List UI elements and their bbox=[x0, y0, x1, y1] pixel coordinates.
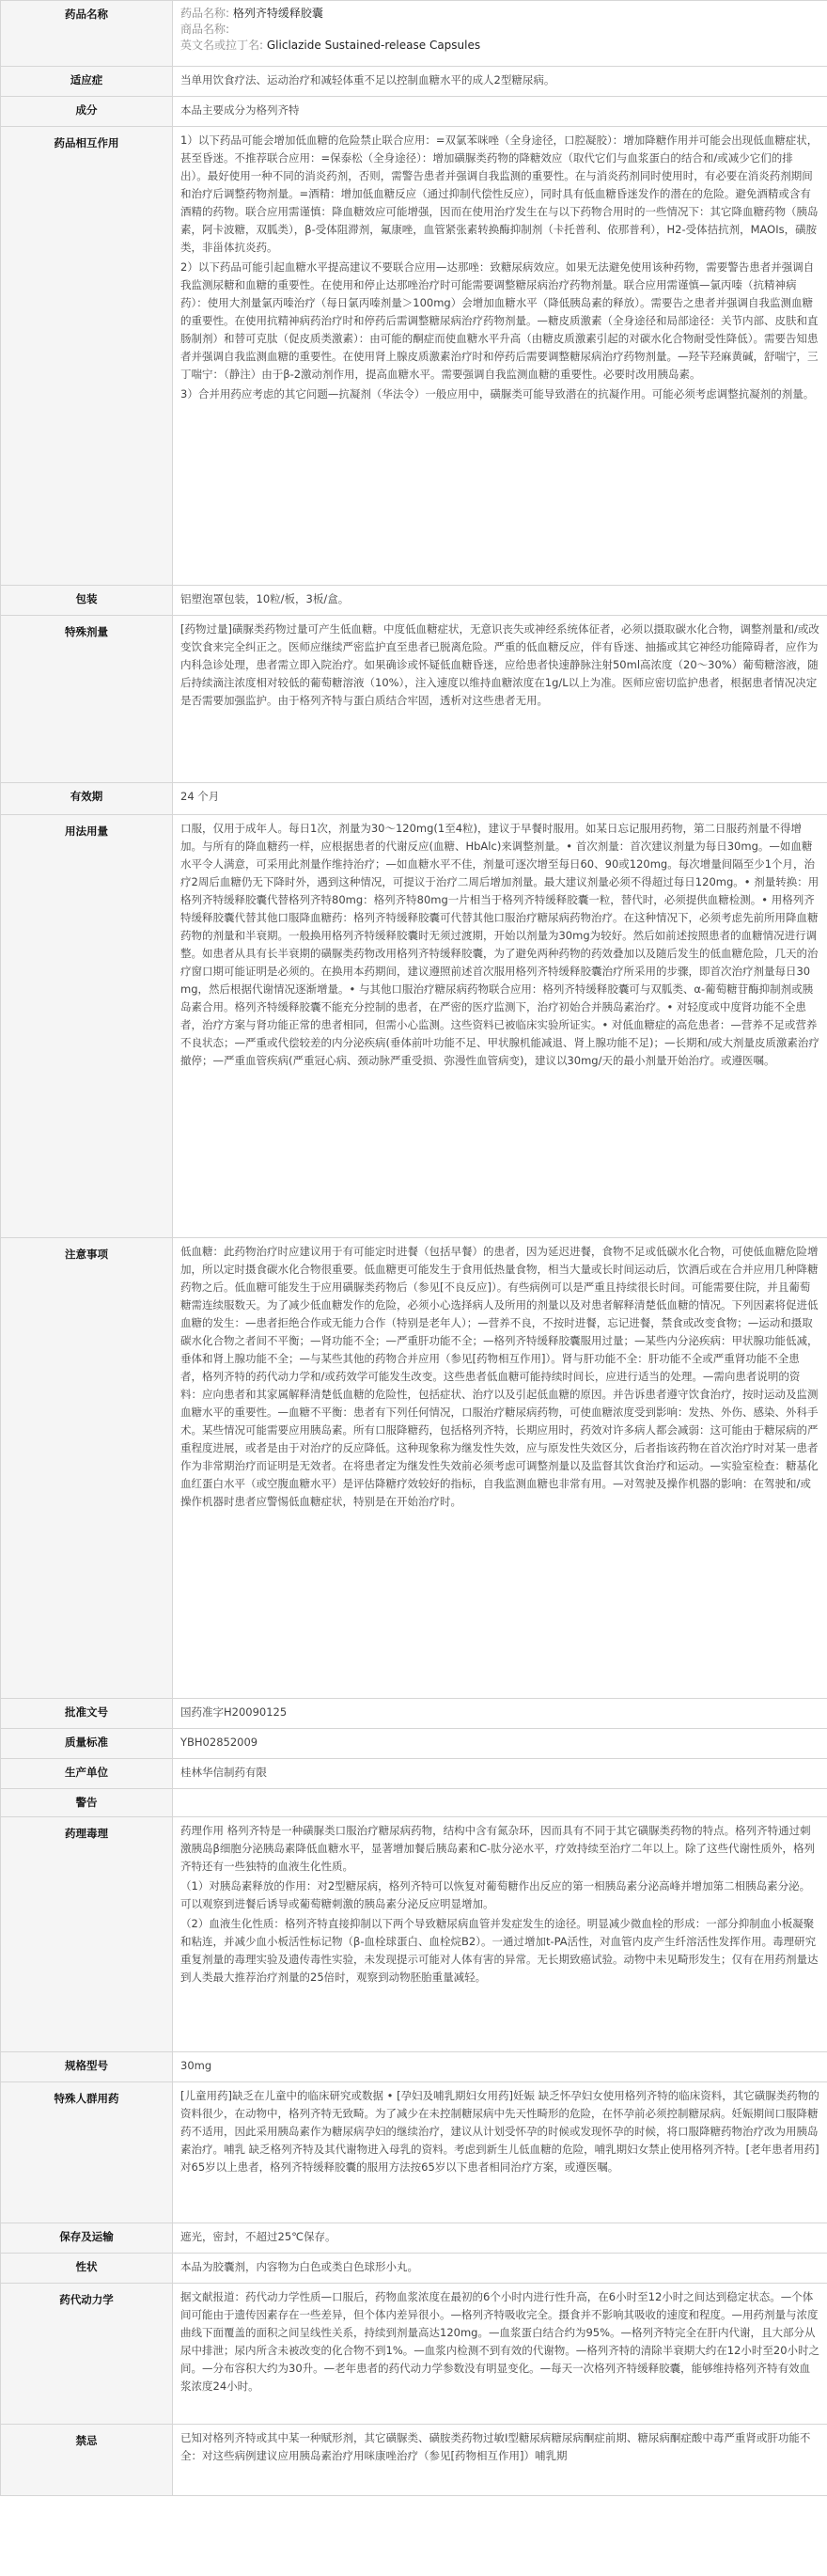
row-manufacturer bbox=[1, 1759, 827, 1789]
row-label: 有效期 bbox=[1, 783, 173, 815]
row-label: 药品相互作用 bbox=[1, 127, 173, 586]
row-label: 注意事项 bbox=[1, 1238, 173, 1699]
row-label: 特殊剂量 bbox=[1, 616, 173, 783]
row-label: 成分 bbox=[1, 97, 173, 127]
row-label: 特殊人群用药 bbox=[1, 2082, 173, 2223]
pharmacology-para-3: （2）血液生化性质：格列齐特直接抑制以下两个导致糖尿病血管并发症发生的途径。明显减少微血栓的形成：一部分抑制血小板凝聚和粘连，并减少血小板活性标记物（β-血栓球蛋白、血栓烷B2）。一通过增加t-PA活性，对血管内皮产生纤溶活性发挥作用。毒理研究重复剂量的毒理实验及遗传毒性实验，未发现提示可能对人体有害的异常。无长期致癌试验。动物中未见畸形发生；仅有在用药剂量达到人类最大推荐治疗剂量的25倍时，观察到动物胚胎重量减轻。 bbox=[180, 1917, 819, 1984]
row-label: 警告 bbox=[1, 1789, 173, 1817]
row-spec bbox=[1, 2052, 827, 2082]
row-label: 保存及运输 bbox=[1, 2223, 173, 2254]
spec-value: 30mg bbox=[173, 2052, 827, 2082]
row-label: 生产单位 bbox=[1, 1759, 173, 1789]
row-label: 包装 bbox=[1, 586, 173, 616]
standard-value: YBH02852009 bbox=[173, 1729, 827, 1759]
interactions-para-1: 1）以下药品可能会增加低血糖的危险禁止联合应用：=双氯苯咪唑（全身途径，口腔凝胶）：增加降糖作用并可能会出现低血糖症状，甚至昏迷。不推荐联合应用：=保泰松（全身途径）：增加磺脲类药物的降糖效应（取代它们与血浆蛋白的结合和/或减少它们的排出）。最好使用一种不同的消炎药剂，否则，需警告患者并强调自我监测的重要性。在与消炎药剂同时使用时，有必要在消炎药剂期间和治疗后调整药物剂量。=酒精：增加低血糖反应（通过抑制代偿性反应），同时具有低血糖昏迷发作的潜在的危险。避免酒精或含有酒精的药物。联合应用需谨慎：降血糖效应可能增强，因而在使用治疗发生在与以下药物合用时的一些情况下：其它降血糖药物（胰岛素，阿卡波糖，双胍类），β-受体阻滞剂，氟康唑，血管紧张素转换酶抑制剂（卡托普利、依那普利），H2-受体拮抗剂，MAOIs，磺胺类，非甾体抗炎药。 bbox=[180, 134, 819, 254]
row-label: 药理毒理 bbox=[1, 1817, 173, 2052]
row-special bbox=[1, 2082, 827, 2223]
row-validity bbox=[1, 783, 827, 815]
trade-name-line: 商品名称: bbox=[180, 23, 230, 36]
drug-names-cell bbox=[173, 1, 827, 67]
row-label: 药代动力学 bbox=[1, 2284, 173, 2425]
row-interactions bbox=[1, 127, 827, 586]
validity-value: 24 个月 bbox=[173, 783, 827, 815]
row-package bbox=[1, 586, 827, 616]
row-label: 药品名称 bbox=[1, 1, 173, 67]
cautions-value: 低血糖：此药物治疗时应建议用于有可能定时进餐（包括早餐）的患者，因为延迟进餐，食物不足或低碳水化合物，可使低血糖危险增加，所以定时摄食碳水化合物很重要。低血糖更可能发生于食用低热量食物，相当大量或长时间运动后，饮酒后或在合并应用几种降糖药物之后。低血糖可能发生于应用磺脲类药物后（参见[不良反应]）。有些病例可以是严重且持续很长时间。可能需要住院，并且葡萄糖需连续服数天。为了减少低血糖发作的危险，必须小心选择病人及所用的剂量以及对患者解释清楚低血糖的情况。下列因素将促进低血糖的发生：—患者拒绝合作或无能力合作（特别是老年人）；—营养不良，不按时进餐，忘记进餐，禁食或改变食物；—运动和摄取碳水化合物之者间不平衡；—肾功能不全；—严重肝功能不全；—格列齐特缓释胶囊服用过量；—某些内分泌疾病：甲状腺功能低减，垂体和肾上腺功能不全；—与某些其他的药物合并应用（参见[药物相互作用]）。肾与肝功能不全：肝功能不全或严重肾功能不全患者，格列齐特的药代动力学和/或药效学可能发生改变。这些患者低血糖可能持续时间长，应进行适当的处理。—需向患者说明的资料：应向患者和其家属解释清楚低血糖的危险性，包括症状、治疗以及引起低血糖的原因。并告诉患者遵守饮食治疗，按时运动及监测血糖水平的重要性。—血糖不平衡：患者有下列任何情况，口服治疗糖尿病药物，可使血糖浓度受到影响：发热、外伤、感染、外科手术。某些情况可能需要应用胰岛素。所有口服降糖药，包括格列齐特，长期应用时，药效对许多病人都会减弱：这可能由于糖尿病的严重程度进展，或者是由于对治疗的反应降低。这种现象称为继发性失效，应与原发性失效区分，后者指该药物在首次治疗时对某一患者作为非常期治疗而证明是无效者。在将患者定为继发性失效前必须考虑可调整剂量以及监督其饮食治疗和运动。—实验室检查：糖基化血红蛋白水平（或空腹血糖水平）是评估降糖疗效较好的指标，自我监测血糖也非常有用。—对驾驶及操作机器的影响：在驾驶和/或操作机器时患者应警惕低血糖症状，特别是在开始治疗时。 bbox=[173, 1238, 827, 1699]
row-warning bbox=[1, 1789, 827, 1817]
row-approval bbox=[1, 1699, 827, 1729]
interactions-para-2: 2）以下药品可能引起血糖水平提高建议不要联合应用—达那唑：致糖尿病效应。如果无法避免使用该种药物，需要警告患者并强调自我监测尿糖和血糖的重要性。在使用和停止达那唑治疗时可能需要调整糖尿病治疗药物剂量。联合应用需谨慎—氯丙嗪（抗精神病药）：使用大剂量氯丙嗪治疗（每日氯丙嗪剂量＞100mg）会增加血糖水平（降低胰岛素的释放）。需要告之患者并强调自我监测血糖的重要性。在使用抗精神病药治疗时和停药后需调整糖尿病治疗药物剂量。—糖皮质激素（全身途径和局部途径：关节内部、皮肤和直肠制剂）和替可克肽（促皮质类激素）：由可能的酮症而使血糖水平升高（由糖皮质激素引起的对碳水化合物耐受性降低）。需要告知患者并强调自我监测血糖的重要性。在使用肾上腺皮质激素治疗时和停药后需要调整糖尿病治疗药物剂量。—羟苄羟麻黄碱，舒喘宁，三丁喘宁：（静注）由于β-2激动剂作用，提高血糖水平。需要强调自我监测血糖的重要性。必要时改用胰岛素。 bbox=[180, 260, 819, 381]
overdose-value: [药物过量]磺脲类药物过量可产生低血糖。中度低血糖症状，无意识丧失或神经系统体征者，必须以摄取碳水化合物，调整剂量和/或改变饮食来完全纠正之。医师应继续严密监护直至患者已脱离危险。严重的低血糖反应，伴有昏迷、抽搐或其它神经功能障碍者，应作为内科急诊处理，患者需立即入院治疗。如果确诊或怀疑低血糖昏迷，应给患者快速静脉注射50ml高浓度（20～30%）葡萄糖溶液，随后持续滴注浓度相对较低的葡萄糖溶液（10%），注入速度以维持血糖浓度在1g/L以上为准。医师应密切监护患者，根据患者情况决定是否需要加强监护。由于格列齐特与蛋白质结合牢固，透析对这些患者无用。 bbox=[173, 616, 827, 783]
row-label: 禁忌 bbox=[1, 2425, 173, 2496]
interactions-para-3: 3）合并用药应考虑的其它问题—抗凝剂（华法令）一般应用中，磺脲类可能导致潜在的抗凝作用。可能必须考虑调整抗凝剂的剂量。 bbox=[180, 387, 815, 401]
generic-name: 格列齐特缓释胶囊 bbox=[232, 7, 323, 20]
row-dosage bbox=[1, 815, 827, 1238]
row-label: 用法用量 bbox=[1, 815, 173, 1238]
special-value: [儿童用药]缺乏在儿童中的临床研究或数据 • [孕妇及哺乳期妇女用药]妊娠 缺乏怀孕妇女使用格列齐特的临床资料，其它磺脲类药物的资料很少，在动物中，格列齐特无致畸。为了减少在未控制糖尿病中先天性畸形的危险，在怀孕前必须控制糖尿病。妊娠期间口服降糖药不适用，因此采用胰岛素作为糖尿病孕妇的继续治疗，建议从计划受怀孕的时候或发现怀孕的时候，将口服降糖药物治疗改为用胰岛素治疗。哺乳 缺乏格列齐特及其代谢物进入母乳的资料。考虑到新生儿低血糖的危险，哺乳期妇女禁止使用格列齐特。[老年患者用药]对65岁以上患者，格列齐特缓释胶囊的服用方法按65岁以下患者相同治疗方案，或遵医嘱。 bbox=[173, 2082, 827, 2223]
row-ingredients bbox=[1, 97, 827, 127]
ingredients-value: 本品主要成分为格列齐特 bbox=[173, 97, 827, 127]
row-storage bbox=[1, 2223, 827, 2254]
appearance-value: 本品为胶囊剂，内容物为白色或类白色球形小丸。 bbox=[173, 2254, 827, 2284]
row-appearance bbox=[1, 2254, 827, 2284]
package-value: 铝塑泡罩包装，10粒/板，3板/盒。 bbox=[173, 586, 827, 616]
interactions-value bbox=[173, 127, 827, 586]
storage-value: 遮光，密封，不超过25℃保存。 bbox=[173, 2223, 827, 2254]
pharmacology-para-1: 药理作用 格列齐特是一种磺脲类口服治疗糖尿病药物，结构中含有氮杂环，因而具有不同于其它磺脲类药物的特点。格列齐特通过刺激胰岛β细胞分泌胰岛素降低血糖水平，显著增加餐后胰岛素和C-肽分泌水平，疗效持续至治疗二年以上。除了这些代谢性质外，格列齐特还有一些独特的血液生化性质。 bbox=[180, 1824, 816, 1873]
contraindications-value: 已知对格列齐特或其中某一种赋形剂，其它磺脲类、磺胺类药物过敏I型糖尿病糖尿病酮症前期、糖尿病酮症酸中毒严重肾或肝功能不全：对这些病例建议应用胰岛素治疗用咪康唑治疗（参见[药物相互作用]）哺乳期 bbox=[173, 2425, 827, 2496]
row-label: 质量标准 bbox=[1, 1729, 173, 1759]
row-contraindications bbox=[1, 2425, 827, 2496]
indication-value: 当单用饮食疗法、运动治疗和减轻体重不足以控制血糖水平的成人2型糖尿病。 bbox=[173, 67, 827, 97]
row-pk bbox=[1, 2284, 827, 2425]
pk-value: 据文献报道：药代动力学性质—口服后，药物血浆浓度在最初的6个小时内进行性升高，在6小时至12小时之间达到稳定状态。—个体间可能由于遗传因素存在一些差异，但个体内差异很小。—格列齐特吸收完全。摄食并不影响其吸收的速度和程度。—用药剂量与浓度曲线下面覆盖的面积之间呈线性关系，持续到剂量高达120mg。—血浆蛋白结合约为95%。—格列齐特完全在肝内代谢，且大部分从尿中排泄；尿内所含未被改变的化合物不到1%。—血浆内检测不到有效的代谢物。—格列齐特的清除半衰期大约在12小时至20小时之间。—分布容积大约为30升。—老年患者的药代动力学参数没有明显变化。—每天一次格列齐特缓释胶囊，能够维持格列齐特有效血浆浓度24小时。 bbox=[173, 2284, 827, 2425]
approval-value: 国药准字H20090125 bbox=[173, 1699, 827, 1729]
row-label: 批准文号 bbox=[1, 1699, 173, 1729]
manufacturer-value: 桂林华信制药有限 bbox=[173, 1759, 827, 1789]
row-label: 适应症 bbox=[1, 67, 173, 97]
pharmacology-para-2: （1）对胰岛素释放的作用：对2型糖尿病，格列齐特可以恢复对葡萄糖作出反应的第一相胰岛素分泌高峰并增加第二相胰岛素分泌。可以观察到进餐后诱导或葡萄糖刺激的胰岛素分泌反应明显增加。 bbox=[180, 1879, 811, 1910]
row-overdose bbox=[1, 616, 827, 783]
row-label: 规格型号 bbox=[1, 2052, 173, 2082]
row-indication bbox=[1, 67, 827, 97]
row-cautions bbox=[1, 1238, 827, 1699]
warning-value bbox=[173, 1789, 827, 1817]
row-names bbox=[1, 1, 827, 67]
row-label: 性状 bbox=[1, 2254, 173, 2284]
generic-name-line: 药品名称: 格列齐特缓释胶囊 bbox=[180, 7, 323, 20]
pharmacology-value bbox=[173, 1817, 827, 2052]
row-standard bbox=[1, 1729, 827, 1759]
english-name: Gliclazide Sustained-release Capsules bbox=[266, 39, 481, 52]
dosage-value: 口服，仅用于成年人。每日1次，剂量为30～120mg(1至4粒)，建议于早餐时服用。如某日忘记服用药物，第二日服药剂量不得增加。与所有的降血糖药一样，应根据患者的代谢反应(血糖、HbAlc)来调整剂量。• 首次剂量：首次建议剂量为每日30mg。—如血糖水平令人满意，可采用此剂量作维持治疗；—如血糖水平不佳，剂量可逐次增至每日60、90或120mg。每次增量间隔至少1个月，治疗2周后血糖仍无下降时外，遇到这种情况，可提议于治疗二周后增加剂量。最大建议剂量必须不得超过每日120mg。• 剂量转换：用格列齐特缓释胶囊代替格列齐特80mg：格列齐特80mg一片相当于格列齐特缓释胶囊一粒，替代时，必须提供血糖检测。• 用格列齐特缓释胶囊代替其他口服降血糖药：格列齐特缓释胶囊可代替其他口服治疗糖尿病药物治疗。在这种情况下，必须考虑先前所用降血糖药物的剂量和半衰期。一般换用格列齐特缓释胶囊时无须过渡期，开始以剂量为30mg为较好。然后如前述按照患者的血糖情况进行调整。如患者从具有长半衰期的磺脲类药物改用格列齐特缓释胶囊，为了避免两种药物的药效叠加以及随后发生的低血糖危险，几天的治疗窗口期可能证明是必须的。在换用本药期间，建议遵照前述首次服用格列齐特缓释胶囊治疗所采用的步骤，即首次治疗剂量每日30mg，然后根据代谢情况逐渐增量。• 与其他口服治疗糖尿病药物联合应用：格列齐特缓释胶囊可与双胍类、α-葡萄糖苷酶抑制剂或胰岛素合用。格列齐特缓释胶囊不能充分控制的患者，在严密的医疗监测下，治疗初始合并胰岛素治疗。• 对轻度或中度肾功能不全患者，治疗方案与肾功能正常的患者相同，但需小心监测。这些资料已被临床实验所证实。• 对低血糖症的高危患者：—营养不足或营养不良状态；—严重或代偿较差的内分泌疾病(垂体前叶功能不足、甲状腺机能减退、肾上腺功能不足)；—长期和/或大剂量皮质激素治疗撤停；—严重血管疾病(严重冠心病、颈动脉严重受损、弥漫性血管病变)，建议以30mg/天的最小剂量开始治疗。或遵医嘱。 bbox=[173, 815, 827, 1238]
english-name-line: 英文名或拉丁名: Gliclazide Sustained-release Capsules bbox=[180, 39, 481, 52]
row-pharmacology bbox=[1, 1817, 827, 2052]
